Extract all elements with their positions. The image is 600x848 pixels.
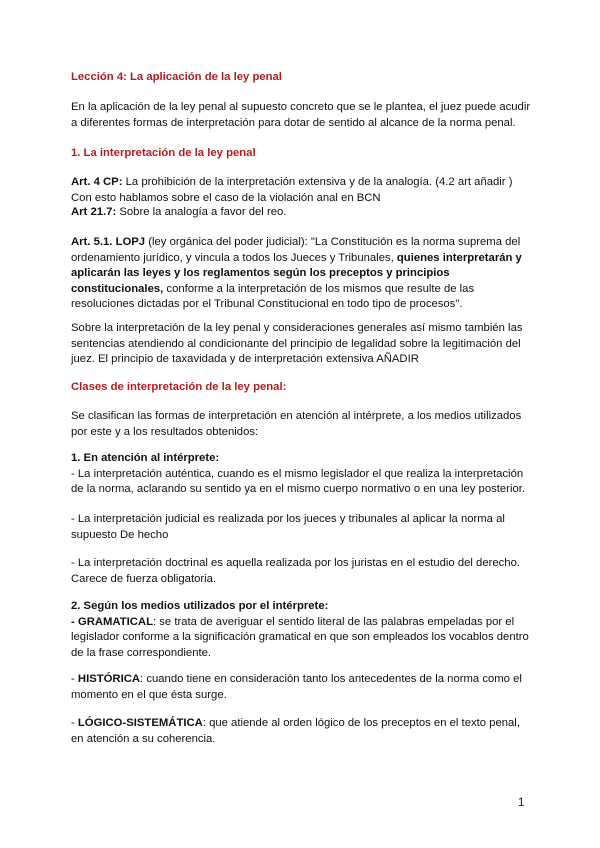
section-heading-interpretacion: 1. La interpretación de la ley penal xyxy=(71,147,256,159)
legality-paragraph: Sobre la interpretación de la ley penal y consideraciones generales así mismo también las sentencias atendiendo al condicionante del principio de legalidad sobre la legitimación del juez. El principio de taxavidada y de interpretación extensiva AÑADIR xyxy=(71,322,523,365)
gramatical-text: : se trata de averiguar el sentido literal de las palabras empeladas por el legislador conforme a la significación gramatical en que son empleados los vocablos dentro de la frase correspondiente. xyxy=(71,615,529,659)
art5-label: Art. 5.1. LOPJ xyxy=(71,236,146,248)
art4-text: La prohibición de la interpretación extensiva y de la analogía. (4.2 art añadir ) Con esto hablamos sobre el caso de la violación anal en BCN xyxy=(71,176,513,204)
art21-paragraph xyxy=(71,205,531,221)
art21-label: Art 21.7: xyxy=(71,206,117,218)
historica-label: HISTÓRICA xyxy=(77,673,141,685)
historica-item: - HISTÓRICA: cuando tiene en consideración tanto los antecedentes de la norma como el momento en el que ésta surge. xyxy=(71,673,522,701)
gramatical-label: GRAMATICAL xyxy=(77,615,153,628)
logico-text: : que atiende al orden lógico de los preceptos en el texto penal, en atención a su coherencia. xyxy=(71,717,520,745)
logico-label: LÓGICO-SISTEMÁTICA xyxy=(77,717,203,729)
art5-text-end: conforme a la interpretación de los mismos que resulte de las resoluciones dictadas por el Tribunal Constitucional en todo tipo de procesos". xyxy=(71,282,475,310)
lesson-title: Lección 4: La aplicación de la ley penal xyxy=(71,71,282,83)
judicial-item: - La interpretación judicial es realizada por los jueces y tribunales al aplicar la norma al supuesto De hecho xyxy=(71,513,505,541)
clases-intro-paragraph: Se clasifican las formas de interpretación en atención al intérprete, a los medios utilizados por este y a los resultados obtenidos: xyxy=(71,410,522,438)
autentica-item: - La interpretación auténtica, cuando es el mismo legislador el que realiza la interpretación de la norma, aclarando su sentido ya en el mismo cuerpo normativo o en una ley posterior. xyxy=(71,467,526,495)
art5-paragraph xyxy=(71,235,531,313)
doctrinal-item: - La interpretación doctrinal es aquella realizada por los juristas en el estudio del derecho. Carece de fuerza obligatoria. xyxy=(71,557,521,585)
page-number: 1 xyxy=(518,797,525,809)
intro-paragraph: En la aplicación de la ley penal al supuesto concreto que se le plantea, el juez puede acudir a diferentes formas de interpretación para dotar de sentido al alcance de la norma penal. xyxy=(71,101,531,129)
subsection-medios: 2. Según los medios utilizados por el intérprete: - GRAMATICAL: se trata de averiguar el sentido literal de las palabras empeladas por el legislador conforme a la significación gramatical en que son empleados los vocablos dentro de la frase correspondiente. xyxy=(71,600,529,659)
art4-paragraph xyxy=(71,175,531,206)
art5-bold-text: quienes interpretarán y aplicarán las leyes y los reglamentos según los preceptos y principios constitucionales, xyxy=(71,251,522,295)
subsection-medios-heading: 2. Según los medios utilizados por el intérprete: xyxy=(71,600,329,612)
art21-text: Sobre la analogía a favor del reo. xyxy=(116,206,287,218)
logico-item: - LÓGICO-SISTEMÁTICA: que atiende al orden lógico de los preceptos en el texto penal, en atención a su coherencia. xyxy=(71,717,520,745)
art4-label: Art. 4 CP: xyxy=(71,176,123,188)
historica-text: : cuando tiene en consideración tanto los antecedentes de la norma como el momento en el que ésta surge. xyxy=(71,673,522,701)
subsection-interprete xyxy=(71,451,531,498)
section-heading-clases: Clases de interpretación de la ley penal: xyxy=(71,381,287,393)
art5-text-start: (ley orgánica del poder judicial): "La Constitución es la norma suprema del ordenamiento jurídico, y vincula a todos los Jueces y Tribunales, xyxy=(71,236,521,264)
subsection-interprete-heading: 1. En atención al intérprete: xyxy=(71,452,220,464)
